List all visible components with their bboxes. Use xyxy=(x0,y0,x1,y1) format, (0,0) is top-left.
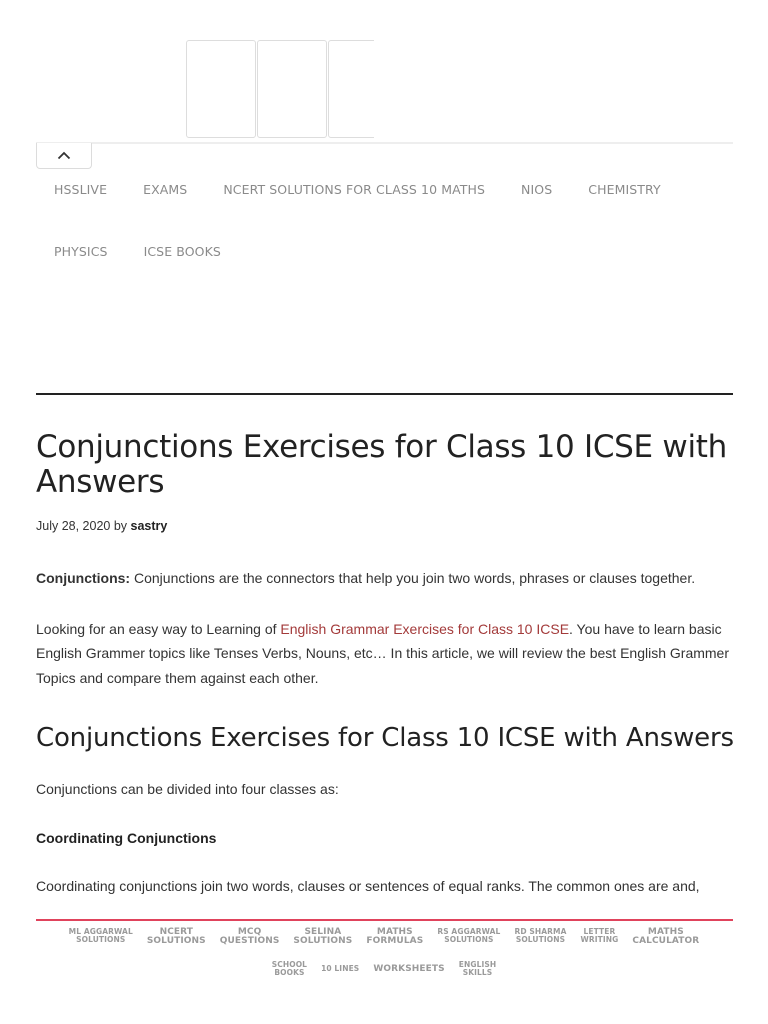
paragraph: Conjunctions can be divided into four classes as: xyxy=(36,781,339,797)
paragraph-text: Looking for an easy way to Learning of xyxy=(36,620,281,637)
text-underline xyxy=(36,919,733,921)
post-author[interactable]: sastry xyxy=(130,519,168,533)
nav-item-ncert-class-10-maths[interactable]: NCERT SOLUTIONS FOR CLASS 10 MATHS xyxy=(223,181,486,197)
post-by: by xyxy=(113,519,128,533)
footer-link-mcq-questions[interactable]: MCQ QUESTIONS xyxy=(219,927,280,946)
paragraph xyxy=(36,617,736,691)
paragraph: Coordinating conjunctions join two words, clauses or sentences of equal ranks. The common ones are and, xyxy=(36,877,700,894)
footer-link-maths-formulas[interactable]: MATHS FORMULAS xyxy=(366,927,424,946)
collapse-toggle-button[interactable] xyxy=(36,143,92,169)
footer-links-bar xyxy=(0,928,768,977)
post-meta xyxy=(36,519,736,533)
intro-paragraph xyxy=(36,566,736,591)
nav-item-icse-books[interactable]: ICSE BOOKS xyxy=(143,243,221,259)
footer-link-ml-aggarwal[interactable]: ML AGGARWAL SOLUTIONS xyxy=(68,927,133,944)
intro-term: Conjunctions: xyxy=(36,570,131,586)
footer-links-row xyxy=(0,961,768,977)
article xyxy=(36,430,736,898)
footer-link-maths-calculator[interactable]: MATHS CALCULATOR xyxy=(632,927,700,946)
ad-slot[interactable] xyxy=(328,40,374,138)
paragraph-text: . You have to learn basic English Grammer topics like Tenses Verbs, Nouns, etc… In this article, we will review the best English Grammer Topics and compare them against each other. xyxy=(36,620,729,686)
nav-item-physics[interactable]: PHYSICS xyxy=(54,243,108,259)
post-date: July 28, 2020 xyxy=(36,519,111,533)
page-title: Conjunctions Exercises for Class 10 ICSE with Answers xyxy=(36,429,727,500)
footer-link-school-books[interactable]: SCHOOL BOOKS xyxy=(271,960,308,977)
nav-row xyxy=(36,170,733,208)
footer-link-rd-sharma[interactable]: RD SHARMA SOLUTIONS xyxy=(514,927,567,944)
ad-slot[interactable] xyxy=(186,40,256,138)
nav-item-hsslive[interactable]: HSSLIVE xyxy=(54,181,108,197)
footer-link-selina-solutions[interactable]: SELINA SOLUTIONS xyxy=(293,927,353,946)
nav-item-chemistry[interactable]: CHEMISTRY xyxy=(588,181,661,197)
footer-links-row xyxy=(0,928,768,946)
chevron-up-icon xyxy=(57,147,71,165)
nav-item-nios[interactable]: NIOS xyxy=(521,181,553,197)
footer-link-ncert-solutions[interactable]: NCERT SOLUTIONS xyxy=(146,927,206,946)
footer-link-10-lines[interactable]: 10 LINES xyxy=(321,964,360,973)
footer-link-rs-aggarwal[interactable]: RS AGGARWAL SOLUTIONS xyxy=(437,927,501,944)
ad-container xyxy=(186,40,374,138)
nav-row xyxy=(36,232,733,270)
intro-text: Conjunctions are the connectors that help you join two words, phrases or clauses together. xyxy=(130,570,696,586)
nav-item-exams[interactable]: EXAMS xyxy=(143,181,188,197)
main-navigation xyxy=(36,170,733,270)
footer-link-worksheets[interactable]: WORKSHEETS xyxy=(373,964,445,974)
subheading: Coordinating Conjunctions xyxy=(36,829,217,846)
section-heading: Conjunctions Exercises for Class 10 ICSE with Answers xyxy=(36,723,734,753)
content-divider xyxy=(36,393,733,395)
header-divider xyxy=(36,142,733,144)
ad-slot[interactable] xyxy=(257,40,327,138)
english-grammar-link[interactable]: English Grammar Exercises for Class 10 ICSE xyxy=(280,620,570,637)
footer-link-english-skills[interactable]: ENGLISH SKILLS xyxy=(458,960,497,977)
footer-link-letter-writing[interactable]: LETTER WRITING xyxy=(580,927,619,944)
